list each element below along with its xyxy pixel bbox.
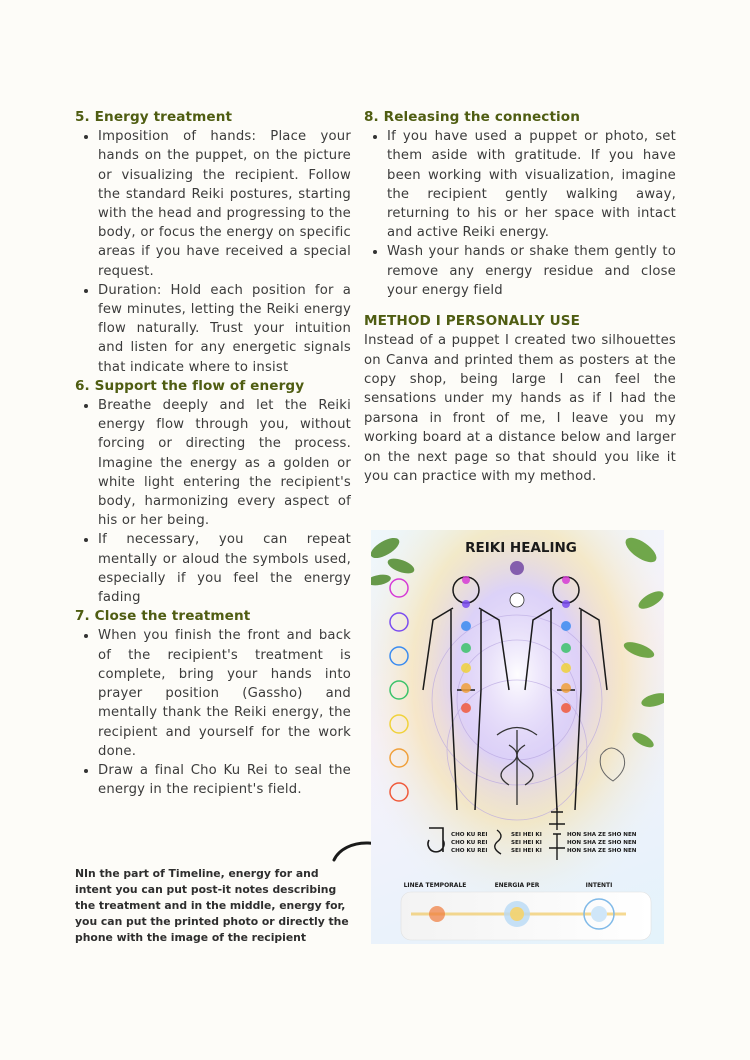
heading-energy-treatment: 5. Energy treatment <box>75 109 233 125</box>
heading-method: METHOD I PERSONALLY USE <box>364 313 580 330</box>
symbol-label: HON SHA ZE SHO NEN <box>567 840 637 846</box>
list-support-flow <box>75 396 351 607</box>
symbol-label: CHO KU REI <box>451 848 488 854</box>
right-column <box>364 108 676 486</box>
list-item: • Imposition of hands: Place your hands on the puppet, on the picture or visualizing the recipient. Follow the standard Reiki postures, starting with the head and progressing to the body, or focus the energy on specific areas if you have received a special request. <box>98 127 351 281</box>
list-item: • Draw a final Cho Ku Rei to seal the energy in the recipient's field. <box>98 761 351 799</box>
list-energy-treatment <box>75 127 351 377</box>
list-item: • If you have used a puppet or photo, set them aside with gratitude. If you have been working with visualization, imagine the recipient gently walking away, returning to his or her space with intact and active Reiki energy. <box>387 127 676 242</box>
list-item: • Breathe deeply and let the Reiki energy flow through you, without forcing or directing the process. Imagine the energy as a golden or white light entering the recipient's body, harmonizing every aspect of his or her being. <box>98 396 351 530</box>
symbol-label: SEI HEI KI <box>511 832 542 838</box>
list-item: • If necessary, you can repeat mentally or aloud the symbols used, especially if you feel the energy fading <box>98 530 351 607</box>
list-item: • When you finish the front and back of the recipient's treatment is complete, bring your hands into prayer position (Gassho) and mentally thank the Reiki energy, the recipient and yourself for the work done. <box>98 626 351 760</box>
symbol-label: HON SHA ZE SHO NEN <box>567 848 637 854</box>
symbol-label: SEI HEI KI <box>511 840 542 846</box>
label-timeline: LINEA TEMPORALE <box>403 882 467 889</box>
label-intent: INTENTI <box>585 882 613 889</box>
list-releasing-connection <box>364 127 676 300</box>
timeline-note: NIn the part of Timeline, energy for and intent you can put post-it notes describing the treatment and in the middle, energy for, you can put the printed photo or directly the phone with the image of the recipient <box>75 867 349 944</box>
list-close-treatment <box>75 626 351 799</box>
heading-close-treatment: 7. Close the treatment <box>75 608 251 625</box>
reiki-board-image <box>371 530 664 944</box>
symbol-label: CHO KU REI <box>451 840 488 846</box>
board-illustration <box>371 530 664 944</box>
symbol-label: CHO KU REI <box>451 832 488 838</box>
spacer <box>364 300 676 312</box>
heading-support-flow: 6. Support the flow of energy <box>75 377 305 394</box>
list-item: • Wash your hands or shake them gently to remove any energy residue and close your energy field <box>387 242 676 300</box>
label-energy-for: ENERGIA PER <box>494 882 540 889</box>
heading-releasing-connection: 8. Releasing the connection <box>364 109 581 125</box>
left-column <box>75 108 351 799</box>
list-item: • Duration: Hold each position for a few minutes, letting the Reiki energy flow naturally. Trust your intuition and listen for any energetic signals that indicate where to insist <box>98 281 351 377</box>
board-title: REIKI HEALING <box>465 540 577 556</box>
method-paragraph: Instead of a puppet I created two silhouettes on Canva and printed them as posters at the copy shop, being large I can feel the sensations under my hands as if I had the parsona in front of me, I leave you my working board at a distance below and larger on the next page so that should you like it you can practice with my method. <box>364 333 676 485</box>
symbol-label: SEI HEI KI <box>511 848 542 854</box>
symbol-label: HON SHA ZE SHO NEN <box>567 832 637 838</box>
